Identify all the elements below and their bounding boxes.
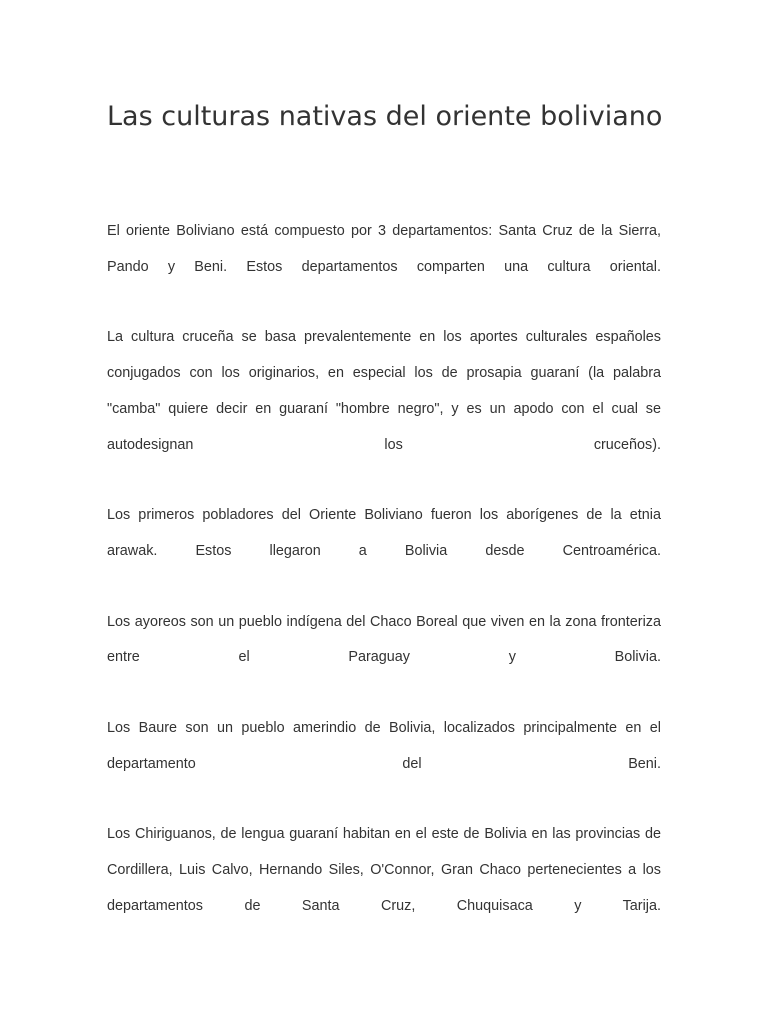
paragraph-chiriguanos: Los Chiriguanos, de lengua guaraní habitan en el este de Bolivia en las provincias de Cordillera, Luis Calvo, Hernando Siles, O'Connor, Gran Chaco pertenecientes a los departamentos de Santa Cruz, Chuquisaca y Tarija. xyxy=(107,826,661,914)
document-body xyxy=(107,214,661,960)
paragraph-primeros-pobladores: Los primeros pobladores del Oriente Boliviano fueron los aborígenes de la etnia arawak. Estos llegaron a Bolivia desde Centroamérica. xyxy=(107,507,661,559)
paragraph-baure: Los Baure son un pueblo amerindio de Bolivia, localizados principalmente en el departamento del Beni. xyxy=(107,720,661,772)
page-title: Las culturas nativas del oriente boliviano xyxy=(107,101,663,132)
paragraph-cultura-crucena: La cultura cruceña se basa prevalentemente en los aportes culturales españoles conjugados con los originarios, en especial los de prosapia guaraní (la palabra "camba" quiere decir en guaraní "hombre negro", y es un apodo con el cual se autodesignan los cruceños). xyxy=(107,329,661,453)
paragraph-ayoreos: Los ayoreos son un pueblo indígena del Chaco Boreal que viven en la zona fronteriza entre el Paraguay y Bolivia. xyxy=(107,613,661,666)
paragraph-oriente-departamentos: El oriente Boliviano está compuesto por 3 departamentos: Santa Cruz de la Sierra, Pando y Beni. Estos departamentos comparten una cultura oriental. xyxy=(107,223,661,275)
